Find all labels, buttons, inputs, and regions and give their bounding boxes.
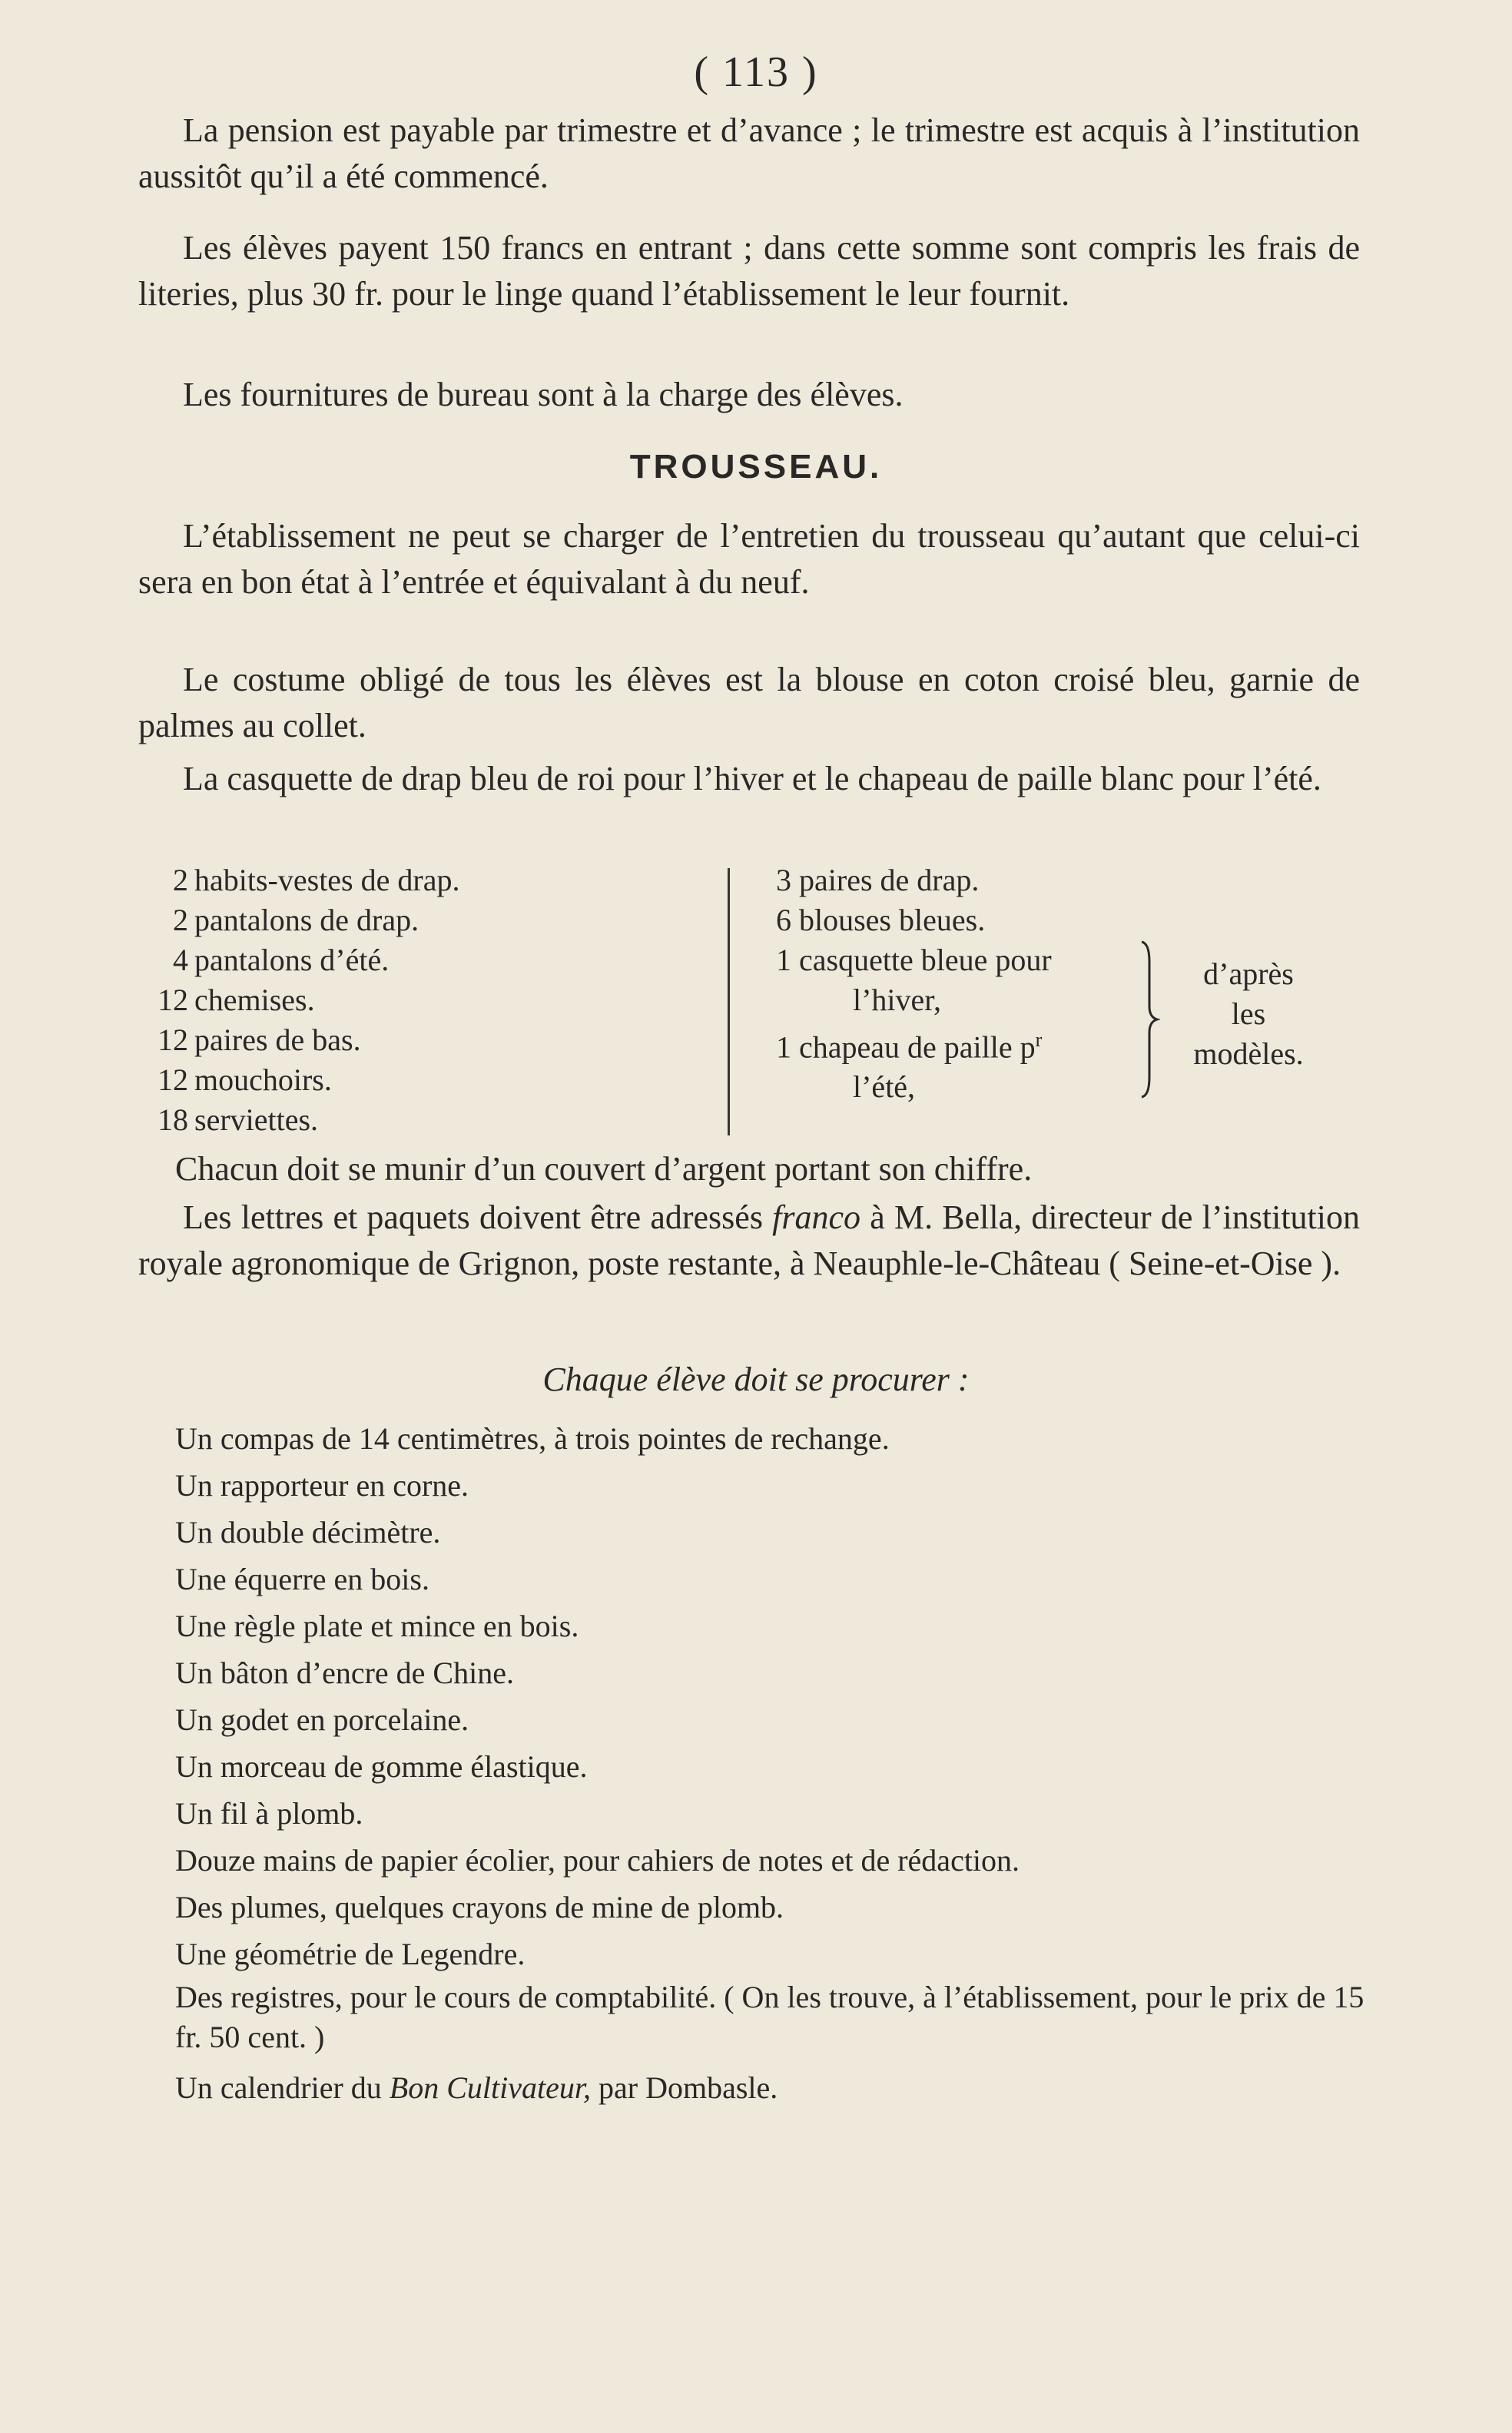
paragraph-trousseau-upkeep: L’établissement ne peut se charger de l’entretien du trousseau qu’autant que celui-ci sera en bon état à l’entrée et équivalant à du neuf. [138,517,1360,601]
list-item: Des plumes, quelques crayons de mine de plomb. [175,1890,784,1924]
list-item: 6 blouses bleues. [776,903,986,937]
list-item: Une géométrie de Legendre. [175,1937,526,1971]
list-item: 12 paires de bas. [158,1023,361,1057]
list-item: Douze mains de papier écolier, pour cahiers de notes et de rédaction. [175,1843,1020,1878]
list-item: Une équerre en bois. [175,1562,429,1596]
list-item: 3 paires de drap. [776,863,980,897]
trousseau-list [0,860,1512,1137]
page-number: ( 113 ) [694,48,818,96]
paragraph-pension: La pension est payable par trimestre et d’avance ; le trimestre est acquis à l’institution aussitôt qu’il a été commencé. [138,111,1360,195]
list-item: 1 casquette bleue pour [776,943,1052,977]
list-item: Des registres, pour le cours de comptabilité. ( On les trouve, à l’établissement, pour le prix de 15 fr. 50 cent. ) [175,1980,1364,2054]
paragraph-silverware: Chacun doit se munir d’un couvert d’argent portant son chiffre. [175,1150,1033,1188]
curly-brace-icon [1139,939,1160,1100]
list-item: 1 chapeau de paille $p^r$ [776,1029,1043,1065]
list-item: 4 pantalons d’été. [173,943,390,977]
list-item-continuation: l’hiver, [853,983,942,1017]
brace-note: d’après les modèles. [1193,956,1304,1071]
list-item: 12 mouchoirs. [158,1062,332,1097]
paragraph-cap-hat: La casquette de drap bleu de roi pour l’hiver et le chapeau de paille blanc pour l’été. [183,760,1321,797]
paragraph-letters: Les lettres et paquets doivent être adressés franco à M. Bella, directeur de l’institution royale agronomique de Grignon, poste restante, à Neauphle-le-Château ( Seine-et-Oise ). [138,1198,1360,1282]
list-item: Un calendrier du Bon Cultivateur, par Dombasle. [175,2070,778,2105]
paragraph-costume: Le costume obligé de tous les élèves est la blouse en coton croisé bleu, garnie de palmes au collet. [138,661,1360,744]
list-item: Un bâton d’encre de Chine. [175,1656,514,1690]
section-heading-trousseau: TROUSSEAU. [629,448,883,486]
list-item: Un morceau de gomme élastique. [175,1749,588,1784]
list-item: Un rapporteur en corne. [175,1468,469,1503]
list-item: 18 serviettes. [158,1102,319,1137]
trousseau-list-right [776,860,1052,1107]
paragraph-fees: Les élèves payent 150 francs en entrant ; dans cette somme sont compris les frais de literies, plus 30 fr. pour le linge quand l’établissement le leur fournit. [138,229,1360,313]
supplies-list [175,1415,1389,2111]
trousseau-list-left [158,860,459,1140]
subheading-supplies: Chaque élève doit se procurer : [542,1361,970,1398]
list-item: Un double décimètre. [175,1515,441,1550]
list-item: Un compas de 14 centimètres, à trois pointes de rechange. [175,1421,890,1456]
list-item: Une règle plate et mince en bois. [175,1609,579,1643]
column-divider [728,868,730,1135]
paragraph-office-supplies: Les fournitures de bureau sont à la charge des élèves. [183,376,904,413]
list-item: 2 pantalons de drap. [173,903,419,937]
list-item-continuation: l’été, [853,1069,916,1105]
list-item: Un godet en porcelaine. [175,1702,469,1737]
list-item: Un fil à plomb. [175,1796,363,1831]
list-item: 2 habits-vestes de drap. [173,863,460,897]
list-item: 12 chemises. [158,983,315,1017]
